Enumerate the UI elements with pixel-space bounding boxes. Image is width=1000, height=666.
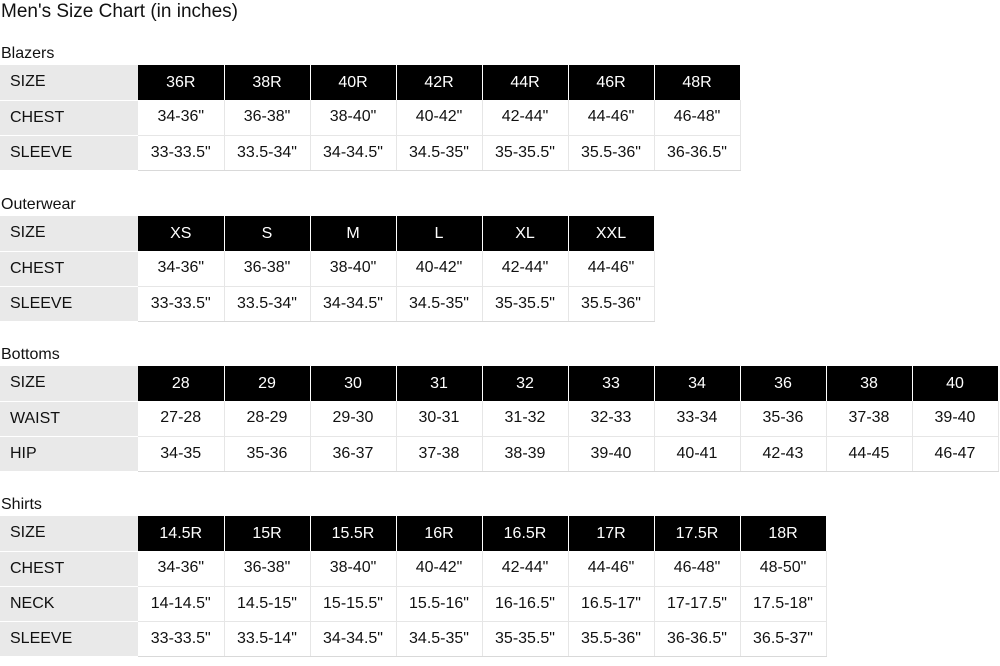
table-cell: 15-15.5" <box>310 586 396 621</box>
row-label: SLEEVE <box>0 286 138 321</box>
size-header-cell: M <box>310 216 396 251</box>
size-header-cell: 18R <box>740 516 826 551</box>
table-cell: 14-14.5" <box>138 586 224 621</box>
table-cell: 36-36.5" <box>654 135 740 170</box>
size-header-cell: XXL <box>568 216 654 251</box>
table-cell: 16-16.5" <box>482 586 568 621</box>
section-title: Outerwear <box>1 196 76 213</box>
size-header-cell: 31 <box>396 366 482 401</box>
table-cell: 33.5-14" <box>224 621 310 656</box>
table-cell: 32-33 <box>568 401 654 436</box>
size-header-cell: 15R <box>224 516 310 551</box>
size-header-cell: XL <box>482 216 568 251</box>
table-cell: 36-38" <box>224 100 310 135</box>
table-cell: 46-48" <box>654 100 740 135</box>
size-header-cell: S <box>224 216 310 251</box>
size-header-cell: 29 <box>224 366 310 401</box>
size-table <box>0 366 999 472</box>
table-cell: 40-42" <box>396 100 482 135</box>
size-header-cell: 14.5R <box>138 516 224 551</box>
table-cell: 37-38 <box>396 436 482 471</box>
section-title: Bottoms <box>1 346 60 363</box>
table-cell: 33-33.5" <box>138 135 224 170</box>
table-cell: 36-38" <box>224 551 310 586</box>
table-cell: 36.5-37" <box>740 621 826 656</box>
size-header-cell: 38R <box>224 65 310 100</box>
table-cell: 34.5-35" <box>396 621 482 656</box>
table-cell: 15.5-16" <box>396 586 482 621</box>
table-row <box>0 551 826 586</box>
size-header-row <box>0 216 654 251</box>
table-row <box>0 100 740 135</box>
table-cell: 33.5-34" <box>224 135 310 170</box>
table-cell: 34-36" <box>138 551 224 586</box>
size-header-cell: 30 <box>310 366 396 401</box>
size-header-cell: 16R <box>396 516 482 551</box>
table-cell: 17-17.5" <box>654 586 740 621</box>
row-label: CHEST <box>0 100 138 135</box>
table-cell: 35-35.5" <box>482 286 568 321</box>
table-cell: 42-44" <box>482 251 568 286</box>
row-label: SLEEVE <box>0 621 138 656</box>
table-cell: 30-31 <box>396 401 482 436</box>
table-cell: 37-38 <box>826 401 912 436</box>
table-cell: 42-44" <box>482 551 568 586</box>
table-cell: 35-36 <box>740 401 826 436</box>
table-cell: 35.5-36" <box>568 135 654 170</box>
size-header-cell: XS <box>138 216 224 251</box>
table-row <box>0 621 826 656</box>
table-row <box>0 135 740 170</box>
size-header-cell: 36 <box>740 366 826 401</box>
size-table <box>0 65 741 171</box>
size-header-cell: 38 <box>826 366 912 401</box>
table-cell: 38-40" <box>310 100 396 135</box>
table-row <box>0 436 998 471</box>
row-label: SLEEVE <box>0 135 138 170</box>
table-cell: 46-48" <box>654 551 740 586</box>
page-title: Men's Size Chart (in inches) <box>1 1 238 22</box>
table-cell: 17.5-18" <box>740 586 826 621</box>
table-cell: 33.5-34" <box>224 286 310 321</box>
size-header-cell: 17.5R <box>654 516 740 551</box>
table-cell: 34-34.5" <box>310 286 396 321</box>
table-cell: 35-35.5" <box>482 621 568 656</box>
size-table <box>0 516 827 657</box>
table-row <box>0 586 826 621</box>
table-cell: 46-47 <box>912 436 998 471</box>
row-label: CHEST <box>0 251 138 286</box>
row-label: SIZE <box>0 516 138 551</box>
table-cell: 34.5-35" <box>396 286 482 321</box>
size-header-row <box>0 65 740 100</box>
table-cell: 44-46" <box>568 100 654 135</box>
table-cell: 42-44" <box>482 100 568 135</box>
size-header-cell: L <box>396 216 482 251</box>
size-header-cell: 40R <box>310 65 396 100</box>
table-cell: 35-36 <box>224 436 310 471</box>
size-header-cell: 17R <box>568 516 654 551</box>
table-row <box>0 401 998 436</box>
row-label: SIZE <box>0 65 138 100</box>
size-header-cell: 15.5R <box>310 516 396 551</box>
table-cell: 36-36.5" <box>654 621 740 656</box>
size-header-cell: 32 <box>482 366 568 401</box>
row-label: WAIST <box>0 401 138 436</box>
row-label: CHEST <box>0 551 138 586</box>
table-cell: 27-28 <box>138 401 224 436</box>
table-cell: 35.5-36" <box>568 286 654 321</box>
table-cell: 34-35 <box>138 436 224 471</box>
size-header-cell: 42R <box>396 65 482 100</box>
table-cell: 34-36" <box>138 100 224 135</box>
size-header-cell: 48R <box>654 65 740 100</box>
row-label: SIZE <box>0 216 138 251</box>
size-header-row <box>0 366 998 401</box>
table-cell: 36-38" <box>224 251 310 286</box>
size-table <box>0 216 655 322</box>
table-cell: 34.5-35" <box>396 135 482 170</box>
size-header-cell: 16.5R <box>482 516 568 551</box>
table-cell: 40-42" <box>396 551 482 586</box>
table-cell: 29-30 <box>310 401 396 436</box>
row-label: HIP <box>0 436 138 471</box>
table-cell: 39-40 <box>912 401 998 436</box>
table-cell: 38-40" <box>310 551 396 586</box>
table-cell: 14.5-15" <box>224 586 310 621</box>
table-cell: 16.5-17" <box>568 586 654 621</box>
table-cell: 35.5-36" <box>568 621 654 656</box>
table-cell: 39-40 <box>568 436 654 471</box>
table-cell: 33-33.5" <box>138 286 224 321</box>
table-cell: 28-29 <box>224 401 310 436</box>
table-cell: 40-42" <box>396 251 482 286</box>
size-header-cell: 33 <box>568 366 654 401</box>
section-title: Blazers <box>1 45 55 62</box>
size-header-cell: 44R <box>482 65 568 100</box>
table-row <box>0 251 654 286</box>
table-cell: 33-33.5" <box>138 621 224 656</box>
table-cell: 38-39 <box>482 436 568 471</box>
table-cell: 48-50" <box>740 551 826 586</box>
size-header-cell: 46R <box>568 65 654 100</box>
table-cell: 36-37 <box>310 436 396 471</box>
row-label: NECK <box>0 586 138 621</box>
size-header-row <box>0 516 826 551</box>
size-header-cell: 34 <box>654 366 740 401</box>
table-cell: 34-36" <box>138 251 224 286</box>
table-cell: 40-41 <box>654 436 740 471</box>
table-cell: 33-34 <box>654 401 740 436</box>
table-row <box>0 286 654 321</box>
row-label: SIZE <box>0 366 138 401</box>
table-cell: 44-46" <box>568 251 654 286</box>
table-cell: 35-35.5" <box>482 135 568 170</box>
table-cell: 34-34.5" <box>310 621 396 656</box>
table-cell: 38-40" <box>310 251 396 286</box>
table-cell: 44-45 <box>826 436 912 471</box>
table-cell: 31-32 <box>482 401 568 436</box>
size-header-cell: 28 <box>138 366 224 401</box>
size-header-cell: 40 <box>912 366 998 401</box>
size-header-cell: 36R <box>138 65 224 100</box>
table-cell: 44-46" <box>568 551 654 586</box>
table-cell: 42-43 <box>740 436 826 471</box>
section-title: Shirts <box>1 496 42 513</box>
table-cell: 34-34.5" <box>310 135 396 170</box>
